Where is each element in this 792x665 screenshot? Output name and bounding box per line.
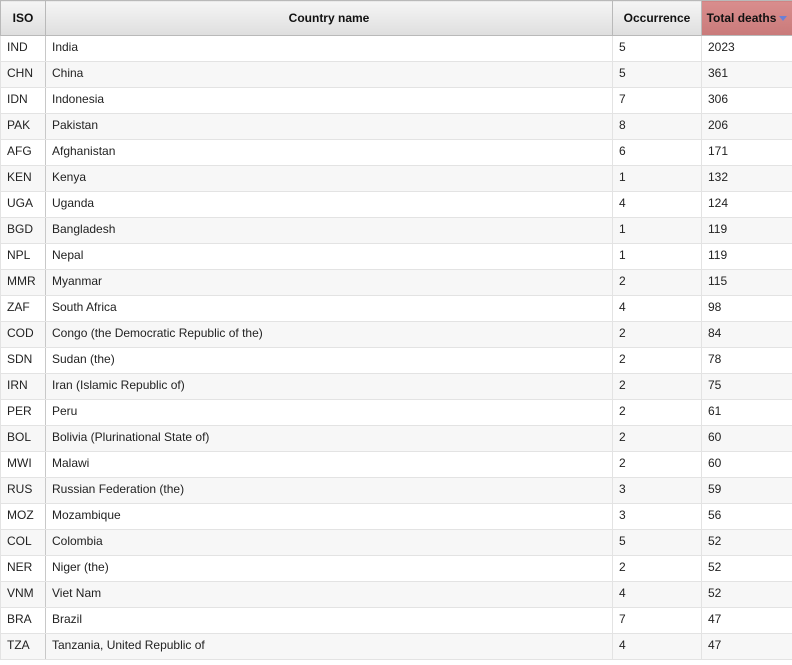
- header-total-deaths[interactable]: [702, 1, 792, 36]
- header-iso-label: ISO: [12, 10, 34, 25]
- total-deaths-cell: 306: [702, 88, 792, 114]
- table-row[interactable]: [1, 634, 792, 660]
- total-deaths-cell: 47: [702, 608, 792, 634]
- table-body: [1, 36, 792, 660]
- country-name-cell: Afghanistan: [46, 140, 613, 166]
- occurrence-cell: 2: [613, 452, 702, 478]
- iso-cell: PER: [1, 400, 46, 426]
- country-name-cell: Pakistan: [46, 114, 613, 140]
- occurrence-cell: 2: [613, 270, 702, 296]
- table-row[interactable]: [1, 36, 792, 62]
- occurrence-cell: 4: [613, 192, 702, 218]
- occurrence-cell: 5: [613, 530, 702, 556]
- total-deaths-cell: 98: [702, 296, 792, 322]
- total-deaths-cell: 52: [702, 582, 792, 608]
- table-row[interactable]: [1, 582, 792, 608]
- occurrence-cell: 2: [613, 556, 702, 582]
- iso-cell: AFG: [1, 140, 46, 166]
- occurrence-cell: 8: [613, 114, 702, 140]
- occurrence-cell: 1: [613, 166, 702, 192]
- table-row[interactable]: [1, 296, 792, 322]
- iso-cell: VNM: [1, 582, 46, 608]
- country-name-cell: Sudan (the): [46, 348, 613, 374]
- country-name-cell: India: [46, 36, 613, 62]
- table-row[interactable]: [1, 348, 792, 374]
- table-row[interactable]: [1, 114, 792, 140]
- occurrence-cell: 5: [613, 36, 702, 62]
- iso-cell: NPL: [1, 244, 46, 270]
- occurrence-cell: 3: [613, 504, 702, 530]
- total-deaths-cell: 2023: [702, 36, 792, 62]
- country-name-cell: Congo (the Democratic Republic of the): [46, 322, 613, 348]
- country-name-cell: China: [46, 62, 613, 88]
- total-deaths-cell: 52: [702, 530, 792, 556]
- total-deaths-cell: 361: [702, 62, 792, 88]
- table-row[interactable]: [1, 556, 792, 582]
- total-deaths-cell: 60: [702, 452, 792, 478]
- table-row[interactable]: [1, 478, 792, 504]
- occurrence-cell: 4: [613, 634, 702, 660]
- country-name-cell: Brazil: [46, 608, 613, 634]
- country-name-cell: Iran (Islamic Republic of): [46, 374, 613, 400]
- occurrence-cell: 2: [613, 400, 702, 426]
- iso-cell: COL: [1, 530, 46, 556]
- iso-cell: IND: [1, 36, 46, 62]
- total-deaths-cell: 132: [702, 166, 792, 192]
- country-name-cell: Uganda: [46, 192, 613, 218]
- iso-cell: MOZ: [1, 504, 46, 530]
- country-name-cell: Mozambique: [46, 504, 613, 530]
- table-row[interactable]: [1, 140, 792, 166]
- country-name-cell: Russian Federation (the): [46, 478, 613, 504]
- total-deaths-cell: 47: [702, 634, 792, 660]
- table-row[interactable]: [1, 322, 792, 348]
- total-deaths-cell: 84: [702, 322, 792, 348]
- occurrence-cell: 4: [613, 582, 702, 608]
- total-deaths-cell: 119: [702, 218, 792, 244]
- country-name-cell: Niger (the): [46, 556, 613, 582]
- header-country-label: Country name: [288, 10, 370, 25]
- iso-cell: COD: [1, 322, 46, 348]
- country-name-cell: Nepal: [46, 244, 613, 270]
- table-row[interactable]: [1, 530, 792, 556]
- table-row[interactable]: [1, 400, 792, 426]
- total-deaths-cell: 61: [702, 400, 792, 426]
- table-row[interactable]: [1, 166, 792, 192]
- header-occurrence-label: Occurrence: [623, 10, 691, 25]
- country-name-cell: Peru: [46, 400, 613, 426]
- total-deaths-cell: 206: [702, 114, 792, 140]
- total-deaths-cell: 124: [702, 192, 792, 218]
- country-name-cell: Indonesia: [46, 88, 613, 114]
- sort-descending-icon: [779, 16, 787, 21]
- iso-cell: PAK: [1, 114, 46, 140]
- occurrence-cell: 2: [613, 374, 702, 400]
- total-deaths-cell: 52: [702, 556, 792, 582]
- occurrence-cell: 3: [613, 478, 702, 504]
- occurrence-cell: 1: [613, 218, 702, 244]
- iso-cell: IDN: [1, 88, 46, 114]
- total-deaths-cell: 60: [702, 426, 792, 452]
- header-country-name[interactable]: [46, 1, 613, 36]
- country-name-cell: Bangladesh: [46, 218, 613, 244]
- country-name-cell: Kenya: [46, 166, 613, 192]
- country-name-cell: Myanmar: [46, 270, 613, 296]
- country-name-cell: Tanzania, United Republic of: [46, 634, 613, 660]
- occurrence-cell: 2: [613, 426, 702, 452]
- table-row[interactable]: [1, 426, 792, 452]
- occurrence-cell: 2: [613, 348, 702, 374]
- total-deaths-cell: 75: [702, 374, 792, 400]
- iso-cell: BOL: [1, 426, 46, 452]
- table-row[interactable]: [1, 62, 792, 88]
- occurrence-cell: 7: [613, 88, 702, 114]
- iso-cell: NER: [1, 556, 46, 582]
- total-deaths-cell: 78: [702, 348, 792, 374]
- occurrence-cell: 6: [613, 140, 702, 166]
- table-row[interactable]: [1, 374, 792, 400]
- header-row: [1, 1, 792, 36]
- occurrence-cell: 1: [613, 244, 702, 270]
- header-occurrence[interactable]: [613, 1, 702, 36]
- country-name-cell: Viet Nam: [46, 582, 613, 608]
- total-deaths-cell: 119: [702, 244, 792, 270]
- iso-cell: MWI: [1, 452, 46, 478]
- iso-cell: KEN: [1, 166, 46, 192]
- iso-cell: BRA: [1, 608, 46, 634]
- iso-cell: TZA: [1, 634, 46, 660]
- header-deaths-label: Total deaths: [706, 10, 777, 25]
- table-row[interactable]: [1, 244, 792, 270]
- total-deaths-cell: 59: [702, 478, 792, 504]
- occurrence-cell: 2: [613, 322, 702, 348]
- table-row[interactable]: [1, 608, 792, 634]
- header-iso[interactable]: [1, 1, 46, 36]
- country-name-cell: South Africa: [46, 296, 613, 322]
- table-row[interactable]: [1, 192, 792, 218]
- iso-cell: SDN: [1, 348, 46, 374]
- iso-cell: CHN: [1, 62, 46, 88]
- iso-cell: IRN: [1, 374, 46, 400]
- table-row[interactable]: [1, 504, 792, 530]
- total-deaths-cell: 115: [702, 270, 792, 296]
- iso-cell: MMR: [1, 270, 46, 296]
- total-deaths-cell: 171: [702, 140, 792, 166]
- total-deaths-cell: 56: [702, 504, 792, 530]
- occurrence-cell: 5: [613, 62, 702, 88]
- country-name-cell: Malawi: [46, 452, 613, 478]
- occurrence-cell: 4: [613, 296, 702, 322]
- occurrence-cell: 7: [613, 608, 702, 634]
- country-name-cell: Colombia: [46, 530, 613, 556]
- iso-cell: ZAF: [1, 296, 46, 322]
- iso-cell: BGD: [1, 218, 46, 244]
- table-row[interactable]: [1, 218, 792, 244]
- country-name-cell: Bolivia (Plurinational State of): [46, 426, 613, 452]
- iso-cell: RUS: [1, 478, 46, 504]
- iso-cell: UGA: [1, 192, 46, 218]
- table-row[interactable]: [1, 270, 792, 296]
- table-row[interactable]: [1, 88, 792, 114]
- table-row[interactable]: [1, 452, 792, 478]
